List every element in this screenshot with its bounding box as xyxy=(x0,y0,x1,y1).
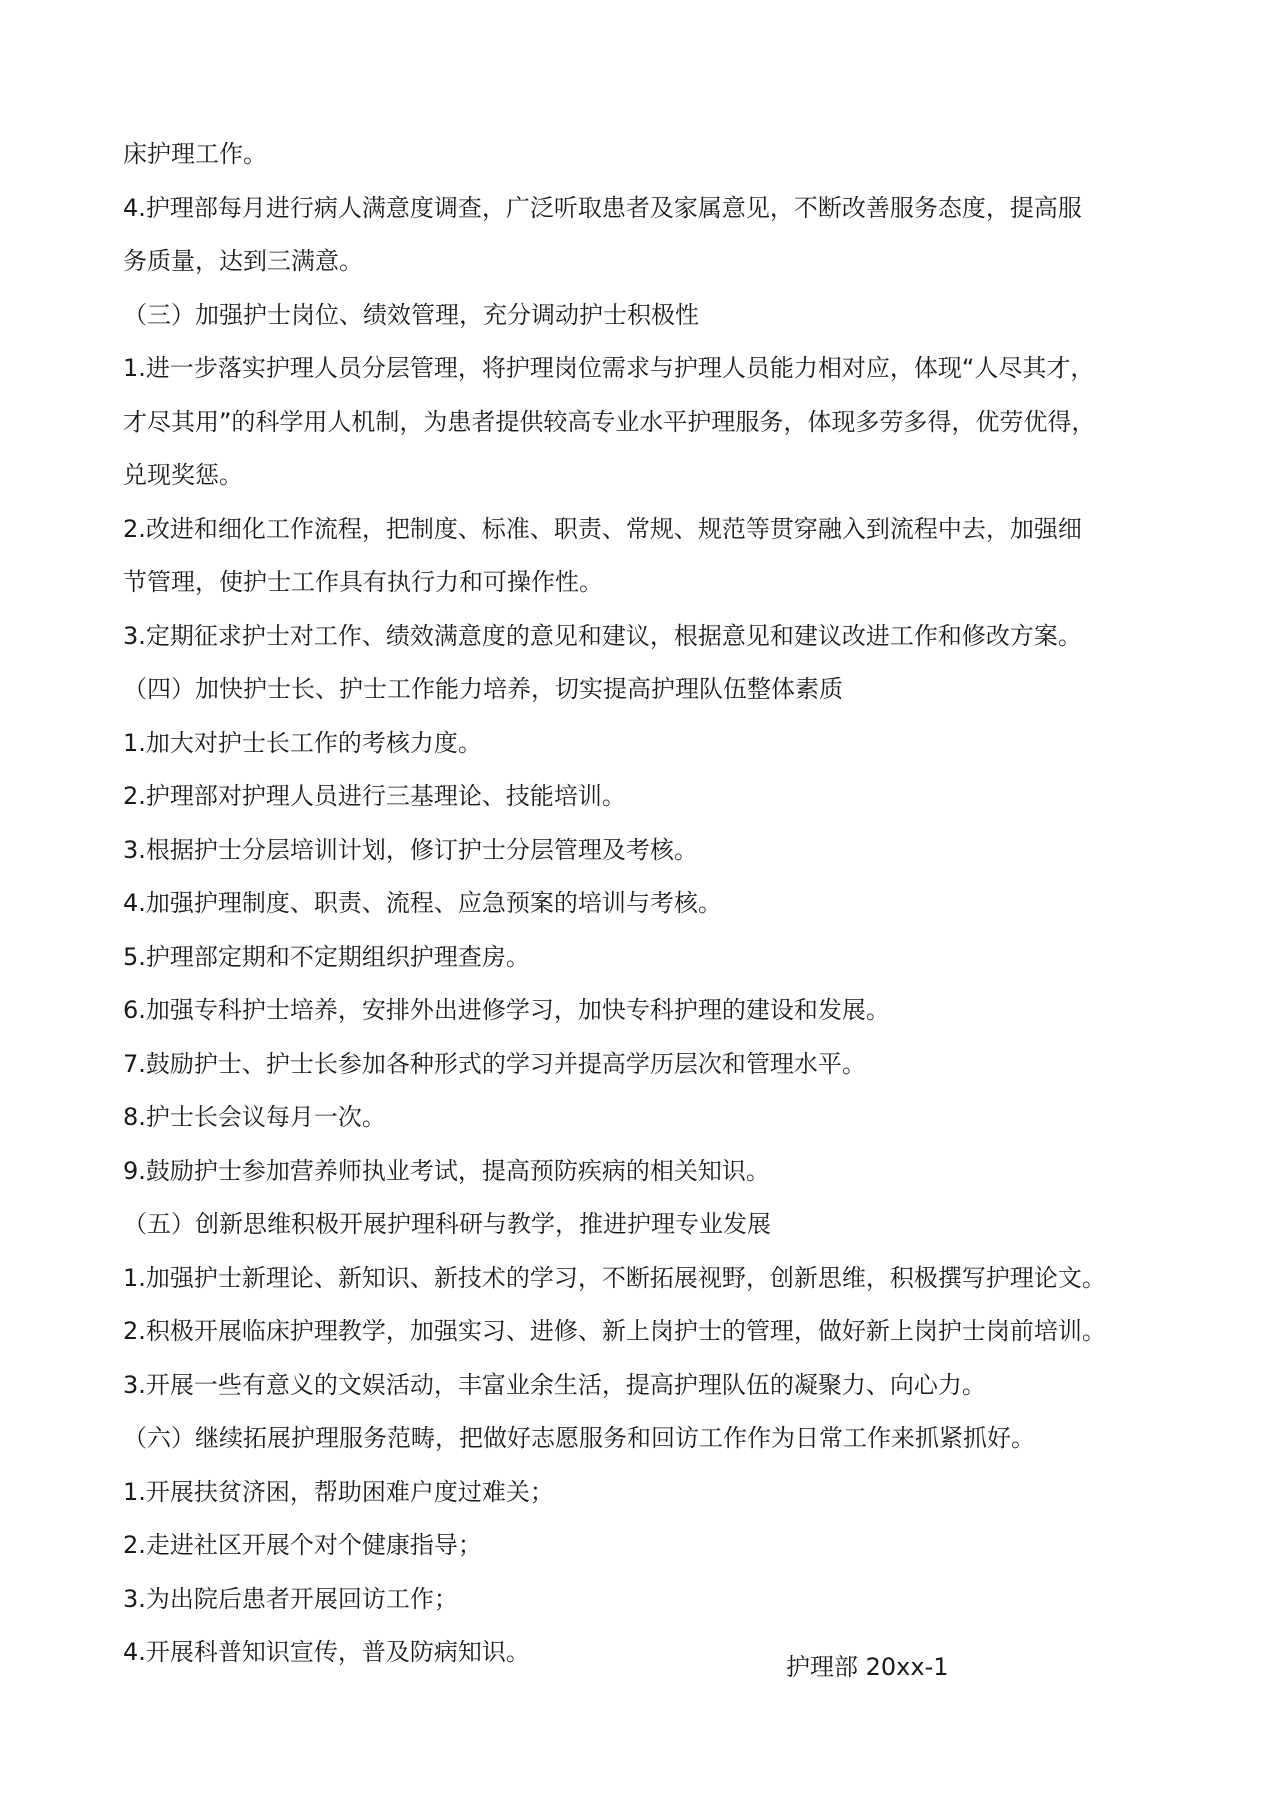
document-body xyxy=(123,128,1175,1680)
text-line: 3.为出院后患者开展回访工作； xyxy=(123,1584,458,1613)
section-heading: （四）加快护士长、护士工作能力培养，切实提高护理队伍整体素质 xyxy=(123,675,843,703)
section-heading: （三）加强护士岗位、绩效管理，充分调动护士积极性 xyxy=(123,300,699,329)
text-line: 7.鼓励护士、护士长参加各种形式的学习并提高学历层次和管理水平。 xyxy=(123,1049,866,1078)
text-line: 2.积极开展临床护理教学，加强实习、进修、新上岗护士的管理，做好新上岗护士岗前培训。 xyxy=(123,1317,1106,1345)
text-line: 5.护理部定期和不定期组织护理查房。 xyxy=(123,942,530,971)
text-line: 1.开展扶贫济困，帮助困难户度过难关； xyxy=(123,1477,554,1506)
text-line: 9.鼓励护士参加营养师执业考试，提高预防疾病的相关知识。 xyxy=(123,1156,770,1185)
text-line: 1.进一步落实护理人员分层管理，将护理岗位需求与护理人员能力相对应，体现“人尽其才， xyxy=(123,354,1095,382)
text-line: 3.定期征求护士对工作、绩效满意度的意见和建议，根据意见和建议改进工作和修改方案。 xyxy=(123,621,1082,650)
text-line: 务质量，达到三满意。 xyxy=(123,247,363,275)
section-heading: （六）继续拓展护理服务范畴，把做好志愿服务和回访工作作为日常工作来抓紧抓好。 xyxy=(123,1424,1035,1452)
text-line: 6.加强专科护士培养，安排外出进修学习，加快专科护理的建设和发展。 xyxy=(123,996,890,1024)
text-line: 3.开展一些有意义的文娱活动，丰富业余生活，提高护理队伍的凝聚力、向心力。 xyxy=(123,1370,986,1399)
text-line: 4.护理部每月进行病人满意度调查，广泛听取患者及家属意见，不断改善服务态度，提高服 xyxy=(123,193,1082,222)
text-line: 2.走进社区开展个对个健康指导； xyxy=(123,1531,482,1559)
text-line: 4.开展科普知识宣传，普及防病知识。 xyxy=(123,1638,530,1666)
signature: 护理部 20xx-1 xyxy=(786,1653,949,1681)
text-line: 3.根据护士分层培训计划，修订护士分层管理及考核。 xyxy=(123,835,698,864)
text-line: 2.护理部对护理人员进行三基理论、技能培训。 xyxy=(123,782,626,810)
section-heading: （五）创新思维积极开展护理科研与教学，推进护理专业发展 xyxy=(123,1210,771,1238)
text-line: 床护理工作。 xyxy=(123,140,267,168)
text-line: 节管理，使护士工作具有执行力和可操作性。 xyxy=(123,568,603,596)
text-line: 8.护士长会议每月一次。 xyxy=(123,1103,386,1131)
text-line: 4.加强护理制度、职责、流程、应急预案的培训与考核。 xyxy=(123,889,722,917)
text-line: 才尽其用”的科学用人机制，为患者提供较高专业水平护理服务，体现多劳多得，优劳优得， xyxy=(123,407,1096,436)
text-line: 2.改进和细化工作流程，把制度、标准、职责、常规、规范等贯穿融入到流程中去，加强细 xyxy=(123,514,1082,543)
text-line: 兑现奖惩。 xyxy=(123,461,243,489)
text-line: 1.加强护士新理论、新知识、新技术的学习，不断拓展视野，创新思维，积极撰写护理论文。 xyxy=(123,1263,1106,1292)
text-line: 1.加大对护士长工作的考核力度。 xyxy=(123,728,482,757)
